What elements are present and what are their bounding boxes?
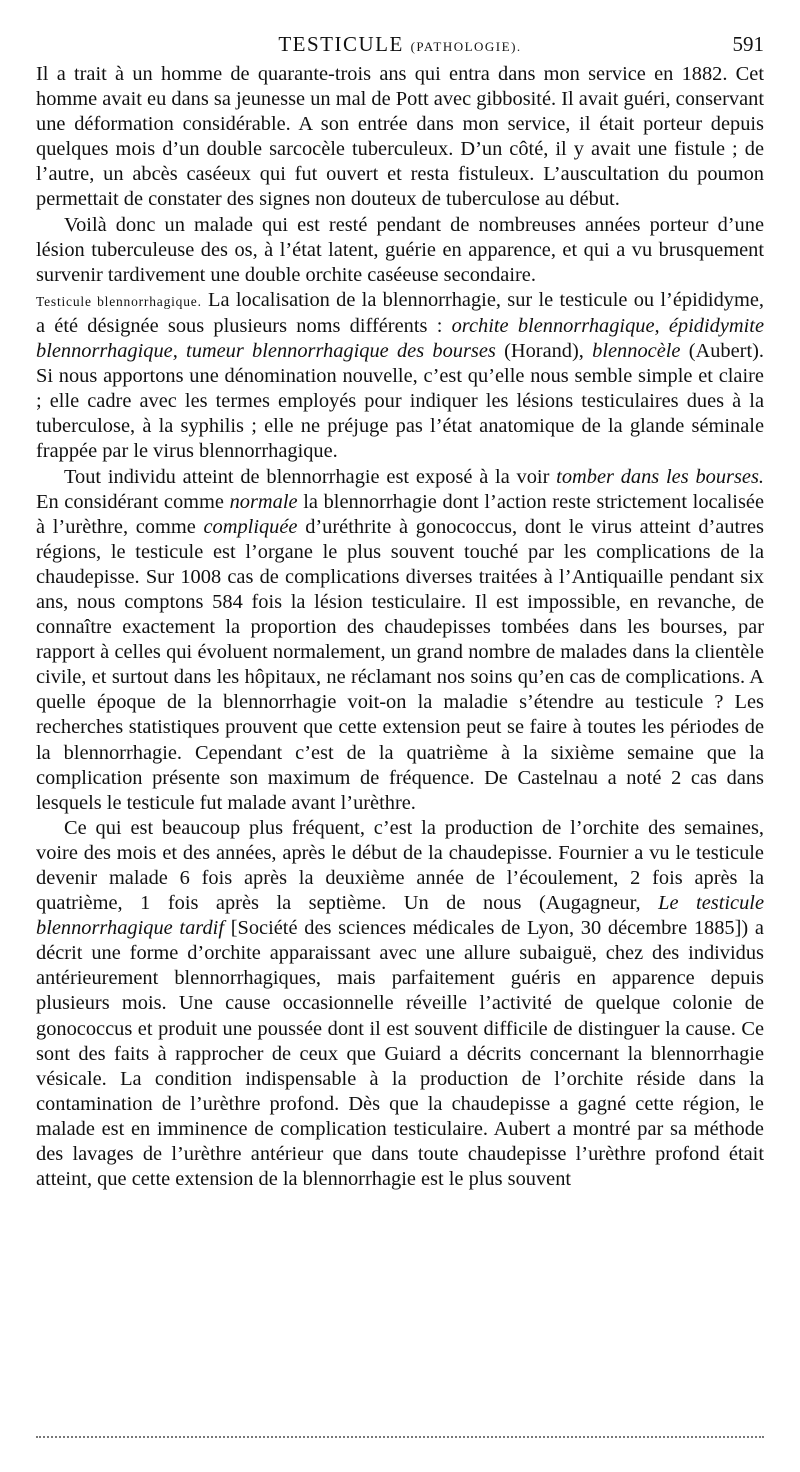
italic-term: tomber dans les bourses. [556,465,764,488]
running-header [36,30,764,58]
section-heading: Testicule blennorrhagique. [36,293,202,309]
paragraph-late-orchitis [36,816,764,1192]
paragraph-case-conclusion: Voilà donc un malade qui est resté pendant de nombreuses années porteur d’une lésion tuberculeuse des os, à l’état latent, guérie en apparence, et qui a vu brusquement survenir tardivement une double orchite caséeuse secondaire. [36,213,764,286]
text-run: La localisation de la blennorrhagie, sur le testicule ou l’épididyme, a été désignée sous plusieurs noms différents : [36,288,764,337]
text-run: d’uréthrite à gonococcus, dont le virus atteint d’autres régions, le testicule est l’organe le plus souvent touché par les complications de la chaudepisse. Sur 1008 cas de complications diverses traitées à l’Antiquaille pendant six ans, nous comptons 584 fois la lésion testiculaire. Il est impossible, en revanche, de connaître exactement la proportion des chaudepisses tombées dans les bourses, par rapport à celles qui évoluent normalement, un grand nombre de malades dans la clientèle civile, et surtout dans les hôpitaux, ne réclamant nos soins qu’en cas de complications. A quelle époque de la blennorrhagie voit-on la maladie s’étendre au testicule ? Les recherches statistiques prouvent que cette extension peut se faire à toutes les périodes de la blennorrhagie. Cependant c’est de la quatrième à la sixième semaine que la complication présente son maximum de fréquence. De Castelnau a noté 2 cas dans lesquels le testicule fut malade avant l’urèthre. [36,515,764,814]
italic-term: normale [229,490,298,513]
text-run: la blennorrhagie dont l’action reste strictement localisée à l’urèthre, comme [36,490,765,538]
page-number: 591 [732,32,764,56]
paragraph-blennorrhagique-intro [36,288,764,465]
italic-terms: orchite blennorrhagique, épididymite blennorrhagique, tumeur blennorrhagique des bourses [36,314,765,363]
text-run: En considérant comme [36,490,230,513]
text-run: [Société des sciences médicales de Lyon, 30 décembre 1885]) a décrit une forme d’orchite apparaissant avec une allure subaiguë, chez des individus antérieurement blennorrhagiques, mais parfaitement guéris en apparence depuis plusieurs mois. Une cause occasionnelle réveille l’activité de quelque colonie de gonococcus et produit une poussée dont il est souvent difficile de distinguer la cause. Ce sont des faits à rapprocher de ceux que Guiard a décrits concernant la blennorrhagie vésicale. La condition indispensable à la production de l’orchite réside dans la contamination de l’urèthre profond. Dès que la chaudepisse a gagné cette région, le malade est en imminence de complication testiculaire. Aubert a montré par sa méthode des lavages de l’urèthre antérieur que dans toute chaudepisse l’urèthre profond était atteint, que cette extension de la blennorrhagie est le plus souvent [36,917,764,1191]
paragraph-frequency [36,465,764,816]
section-label: (PATHOLOGIE). [410,39,522,54]
italic-citation-title: Le testicule blennorrhagique tardif [36,892,764,940]
text-run: Ce qui est beaucoup plus fréquent, c’est la production de l’orchite des semaines, voire des mois et des années, après le début de la chaudepisse. Fournier a vu le testicule devenir malade 6 fois après la deuxième année de l’écoulement, 2 fois après la quatrième, 1 fois après la septième. Un de nous (Augagneur, [36,816,764,915]
text-run: (Aubert). Si nous apportons une dénomination nouvelle, c’est qu’elle nous semble simple et claire ; elle cadre avec les termes employés pour indiquer les lésions testiculaires dues à la tuberculose, à la syphilis ; elle ne préjuge pas l’état anatomique de la glande séminale frappée par le virus blennorrhagique. [36,340,765,463]
body-text [36,62,764,1192]
footer-dotted-rule [36,1436,764,1438]
text-run: Tout individu atteint de blennorrhagie est exposé à la voir [64,465,557,488]
paragraph-case-report: Il a trait à un homme de quarante-trois ans qui entra dans mon service en 1882. Cet homme avait eu dans sa jeunesse un mal de Pott avec gibbosité. Il avait guéri, conservant une déformation considérable. A son entrée dans mon service, il était porteur depuis quelques mois d’un double sarcocèle tuberculeux. D’un côté, il y avait une fistule ; de l’autre, un abcès caséeux qui fut ouvert et resta fistuleux. L’auscultation du poumon permettait de constater des signes non douteux de tuberculose au début. [36,63,764,211]
italic-term: blennocèle [592,340,681,363]
text-run: (Horand), [495,340,593,363]
running-title: TESTICULE [278,32,404,56]
italic-term: compliquée [203,515,298,538]
